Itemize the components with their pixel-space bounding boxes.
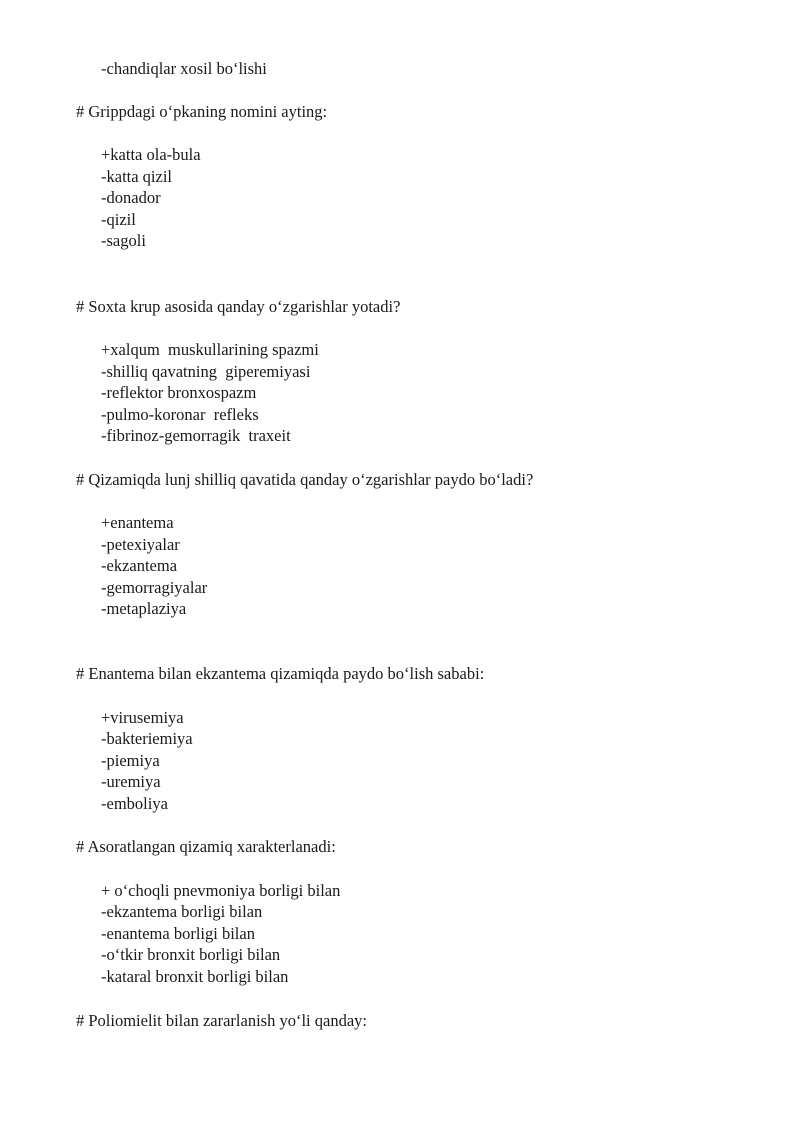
answer-option: -o‘tkir bronxit borligi bilan (101, 945, 281, 964)
answer-option: -fibrinoz-gemorragik traxeit (101, 426, 291, 445)
answer-option: -ekzantema (101, 556, 178, 575)
answer-option: -shilliq qavatning giperemiyasi (101, 362, 311, 381)
question-text: # Grippdagi o‘pkaning nomini ayting: (76, 102, 328, 121)
answer-option: +virusemiya (101, 708, 184, 727)
question-text: # Enantema bilan ekzantema qizamiqda paydo bo‘lish sababi: (76, 664, 485, 683)
answer-option: -reflektor bronxospazm (101, 383, 257, 402)
answer-option: -metaplaziya (101, 599, 187, 618)
answer-option: -bakteriemiya (101, 729, 193, 748)
answer-option: -sagoli (101, 231, 146, 250)
answer-option: -ekzantema borligi bilan (101, 902, 263, 921)
question-text: # Soxta krup asosida qanday o‘zgarishlar yotadi? (76, 297, 401, 316)
answer-option: +xalqum muskullarining spazmi (101, 340, 319, 359)
question-text: # Qizamiqda lunj shilliq qavatida qanday o‘zgarishlar paydo bo‘ladi? (76, 470, 534, 489)
answer-option: -pulmo-koronar refleks (101, 405, 259, 424)
answer-option: -piemiya (101, 751, 160, 770)
answer-option: -donador (101, 188, 161, 207)
question-text: # Asoratlangan qizamiq xarakterlanadi: (76, 837, 336, 856)
answer-option: -gemorragiyalar (101, 578, 208, 597)
answer-option: +enantema (101, 513, 174, 532)
answer-option: -kataral bronxit borligi bilan (101, 967, 289, 986)
answer-option: -emboliya (101, 794, 168, 813)
answer-option: -uremiya (101, 772, 161, 791)
answer-option: -qizil (101, 210, 136, 229)
answer-option: -katta qizil (101, 167, 173, 186)
answer-option: -chandiqlar xosil bo‘lishi (101, 59, 267, 78)
question-text: # Poliomielit bilan zararlanish yo‘li qanday: (76, 1011, 367, 1030)
answer-option: +katta ola-bula (101, 145, 201, 164)
answer-option: -enantema borligi bilan (101, 924, 255, 943)
answer-option: -petexiyalar (101, 535, 180, 554)
answer-option: + o‘choqli pnevmoniya borligi bilan (101, 881, 341, 900)
